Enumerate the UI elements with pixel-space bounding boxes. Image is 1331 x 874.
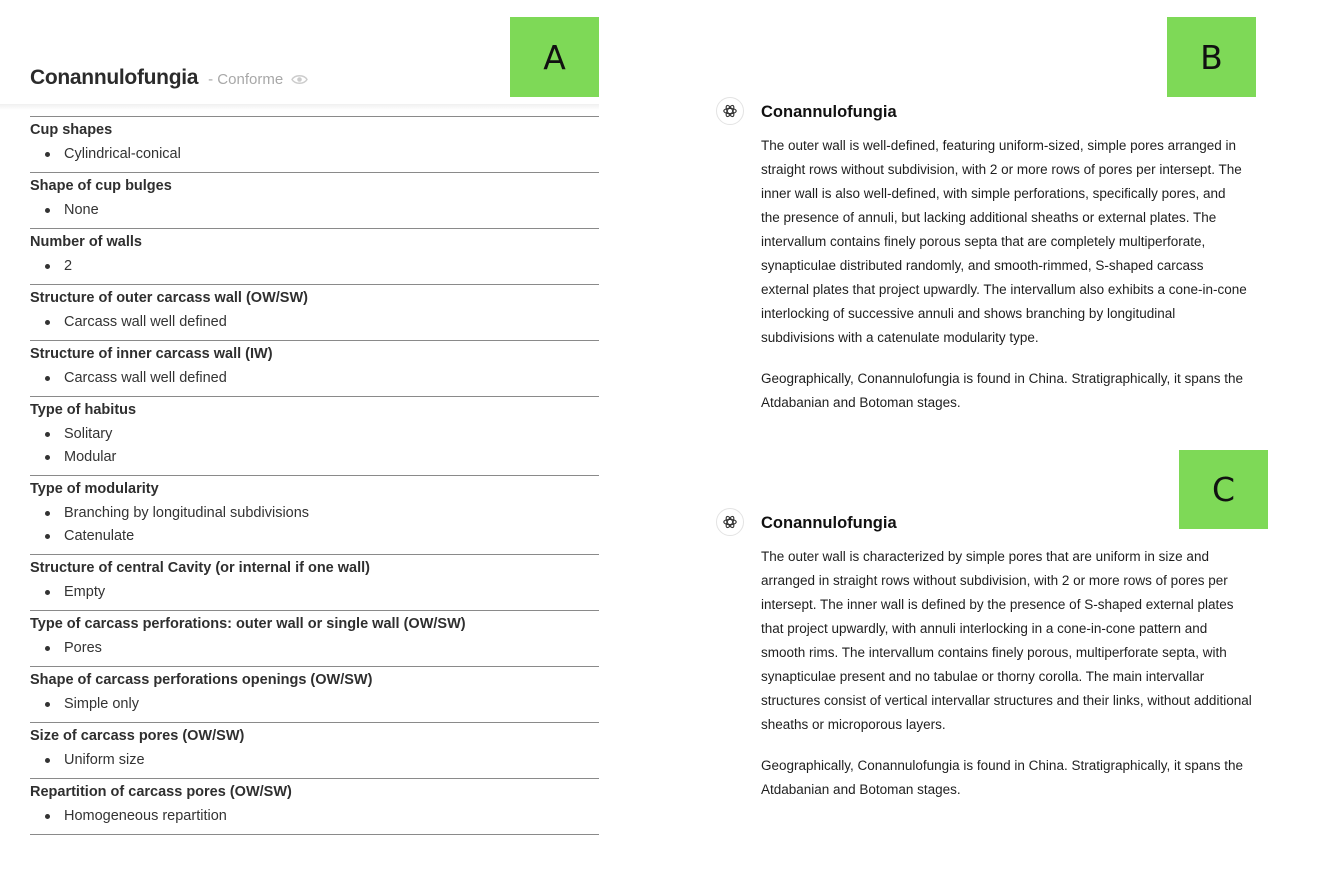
response-c-body bbox=[761, 545, 1255, 819]
attribute-value: Cylindrical-conical bbox=[30, 143, 599, 166]
attribute-values bbox=[30, 367, 599, 390]
attribute-group bbox=[30, 397, 599, 476]
attribute-values bbox=[30, 143, 599, 166]
attribute-values bbox=[30, 637, 599, 660]
attribute-values bbox=[30, 311, 599, 334]
label-a: A bbox=[510, 17, 599, 97]
attribute-name: Size of carcass pores (OW/SW) bbox=[30, 728, 245, 744]
attribute-group bbox=[30, 173, 599, 229]
attribute-value: Homogeneous repartition bbox=[30, 805, 599, 828]
response-b-paragraph: The outer wall is well-defined, featuring uniform-sized, simple pores arranged in straight rows without subdivision, with 2 or more rows of pores per intersept. The inner wall is also well-defined, with simple perforations, specifically pores, and the presence of annuli, but lacking additional sheaths or external plates. The intervallum contains finely porous septa that are completely multiperforate, synapticulae distributed randomly, and smooth-rimmed, S-shaped carcass external plates that project upwardly. The intervallum also exhibits a cone-in-cone interlocking of successive annuli and shows branching by longitudinal subdivisions with a catenulate modularity type. bbox=[761, 138, 1247, 345]
attribute-group bbox=[30, 285, 599, 341]
attribute-group bbox=[30, 779, 599, 835]
openai-icon bbox=[716, 97, 744, 125]
attribute-name: Shape of cup bulges bbox=[30, 178, 172, 194]
attribute-values bbox=[30, 805, 599, 828]
label-c: C bbox=[1179, 450, 1268, 529]
attribute-name: Structure of central Cavity (or internal if one wall) bbox=[30, 560, 371, 576]
attribute-name: Structure of outer carcass wall (OW/SW) bbox=[30, 290, 308, 306]
attribute-values bbox=[30, 502, 599, 548]
attribute-list bbox=[30, 116, 599, 835]
conformity-status: - Conforme bbox=[208, 71, 284, 88]
response-c-paragraph: The outer wall is characterized by simple pores that are uniform in size and arranged in straight rows without subdivision, with 2 or more rows of pores per intersept. The inner wall is defined by the presence of S-shaped external plates that project upwardly, with annuli interlocking in a cone-in-cone pattern and smooth rims. The intervallum contains finely porous, multiperforate septa, with synapticulae present and no tabulae or thorny corolla. The main intervallar structures consist of vertical intervallar structures and their links, without additional sheaths or microporous layers. bbox=[761, 549, 1252, 732]
response-b-title: Conannulofungia bbox=[761, 103, 897, 121]
attribute-value: Pores bbox=[30, 637, 599, 660]
attribute-values bbox=[30, 255, 599, 278]
attribute-values bbox=[30, 693, 599, 716]
panel-a-title: Conannulofungia bbox=[30, 66, 199, 89]
attribute-group bbox=[30, 229, 599, 285]
attribute-group bbox=[30, 555, 599, 611]
attribute-group bbox=[30, 667, 599, 723]
panel-a-header bbox=[30, 66, 308, 90]
attribute-group bbox=[30, 341, 599, 397]
attribute-name: Structure of inner carcass wall (IW) bbox=[30, 346, 273, 362]
attribute-value: Carcass wall well defined bbox=[30, 311, 599, 334]
attribute-name: Repartition of carcass pores (OW/SW) bbox=[30, 784, 292, 800]
response-b-body bbox=[761, 134, 1247, 432]
attribute-group bbox=[30, 723, 599, 779]
attribute-value: Simple only bbox=[30, 693, 599, 716]
attribute-values bbox=[30, 423, 599, 469]
eye-icon[interactable] bbox=[291, 72, 308, 83]
attribute-values bbox=[30, 199, 599, 222]
attribute-values bbox=[30, 581, 599, 604]
attribute-group bbox=[30, 117, 599, 173]
response-c-paragraph: Geographically, Conannulofungia is found in China. Stratigraphically, it spans the Atdabanian and Botoman stages. bbox=[761, 758, 1244, 797]
attribute-name: Type of habitus bbox=[30, 402, 137, 418]
attribute-group bbox=[30, 611, 599, 667]
attribute-value: Carcass wall well defined bbox=[30, 367, 599, 390]
attribute-name: Type of modularity bbox=[30, 481, 159, 497]
attribute-value: Modular bbox=[30, 446, 599, 469]
attribute-value: Catenulate bbox=[30, 525, 599, 548]
label-b: B bbox=[1167, 17, 1256, 97]
attribute-name: Cup shapes bbox=[30, 122, 113, 138]
attribute-name: Number of walls bbox=[30, 234, 142, 250]
attribute-name: Shape of carcass perforations openings (OW/SW) bbox=[30, 672, 373, 688]
attribute-value: 2 bbox=[30, 255, 599, 278]
attribute-name: Type of carcass perforations: outer wall or single wall (OW/SW) bbox=[30, 616, 466, 632]
attribute-value: Empty bbox=[30, 581, 599, 604]
attribute-value: Solitary bbox=[30, 423, 599, 446]
attribute-value: Uniform size bbox=[30, 749, 599, 772]
attribute-group bbox=[30, 476, 599, 555]
attribute-values bbox=[30, 749, 599, 772]
response-c-title: Conannulofungia bbox=[761, 514, 897, 532]
attribute-value: None bbox=[30, 199, 599, 222]
response-b-paragraph: Geographically, Conannulofungia is found in China. Stratigraphically, it spans the Atdabanian and Botoman stages. bbox=[761, 371, 1244, 410]
openai-icon bbox=[716, 508, 744, 536]
attribute-value: Branching by longitudinal subdivisions bbox=[30, 502, 599, 525]
header-divider bbox=[0, 104, 599, 110]
